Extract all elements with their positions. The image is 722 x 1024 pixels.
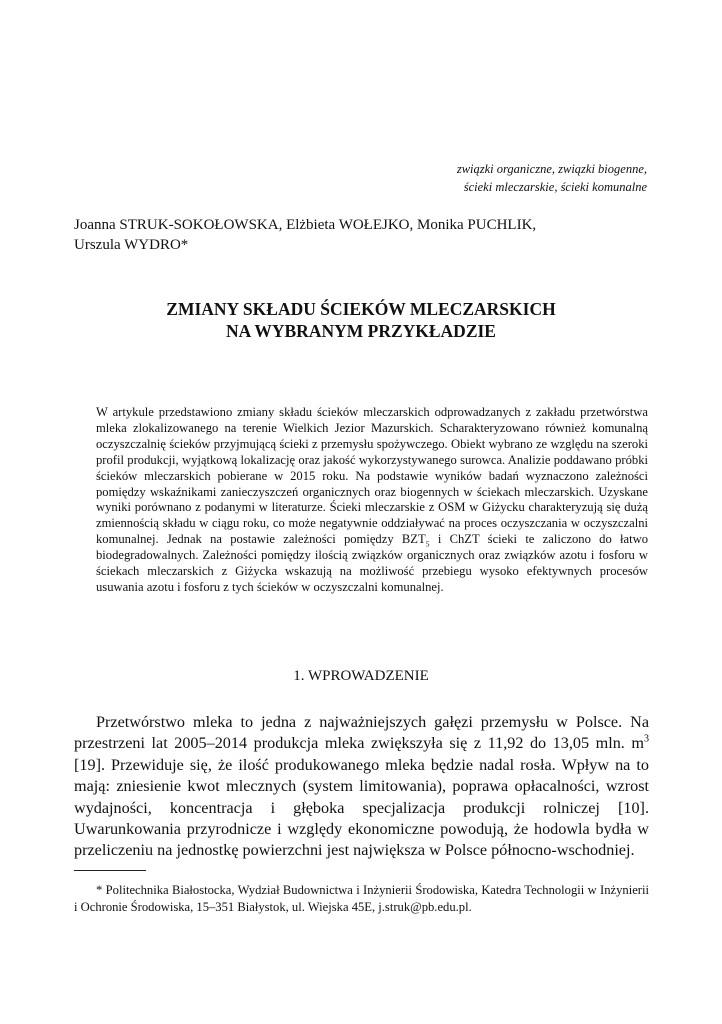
footnote-divider <box>74 870 146 871</box>
authors-line-1: Joanna STRUK-SOKOŁOWSKA, Elżbieta WOŁEJKO, Monika PUCHLIK, <box>74 217 537 233</box>
footnote: * Politechnika Białostocka, Wydział Budownictwa i Inżynierii Środowiska, Katedra Technologii w Inżynierii i Ochronie Środowiska, 15–351 Białystok, ul. Wiejska 45E, j.struk@pb.edu.pl. <box>74 883 649 914</box>
authors <box>74 215 536 255</box>
body-paragraph <box>74 712 649 862</box>
title-line-2: NA WYBRANYM PRZYKŁADZIE <box>226 321 496 341</box>
abstract-text-1: W artykule przedstawiono zmiany składu ścieków mleczarskich odprowadzanych z zakładu przetwórstwa mleka zlokalizowanego na terenie Wielkich Jezior Mazurskich. Scharakteryzowano również komunalną oczyszczalnię ścieków przyjmującą ścieki z przemysłu spożywczego. Obiekt wybrano ze względu na szeroki profil produkcji, wyjątkową lokalizację oraz jakość wykorzystywanego surowca. Analizie poddawano próbki ścieków mleczarskich pobierane w 2015 roku. Na podstawie wyników badań wyznaczono zależności pomiędzy wskaźnikami zanieczyszczeń organicznych oraz biogennych w ściekach mleczarskich. Uzyskane wyniki porównano z podanymi w literaturze. Ścieki mleczarskie z OSM w Giżycku charakteryzują się dużą zmiennością składu w ciągu roku, co może negatywnie oddziaływać na proces oczyszczania w oczyszczalni komunalnej. Jednak na postawie zależności pomiędzy BZT <box>96 405 648 547</box>
paper-title <box>0 298 722 342</box>
abstract-subscript: 5 <box>425 539 430 549</box>
keywords-line-1: związki organiczne, związki biogenne, <box>456 162 647 176</box>
body-text-2: [19]. Przewiduje się, że ilość produkowanego mleka będzie nadal rosła. Wpływ na to mają: zniesienie kwot mlecznych (system limitowania), poprawa opłacalności, wzrost wydajności, koncentracja i głęboka specjalizacja produkcji rolniczej [10]. Uwarunkowania przyrodnicze i względy ekonomiczne powodują, że hodowla bydła w przeliczeniu na jednostkę powierzchni jest największa w Polsce północno-wschodniej. <box>74 755 649 860</box>
keywords <box>457 160 647 196</box>
title-line-1: ZMIANY SKŁADU ŚCIEKÓW MLECZARSKICH <box>166 299 556 319</box>
section-heading: 1. WPROWADZENIE <box>293 668 429 684</box>
body-superscript: 3 <box>643 734 649 746</box>
abstract-text-2: i ChZT ścieki te zaliczono do łatwo biodegradowalnych. Zależności pomiędzy ilością związków organicznych oraz związków azotu i fosforu w ściekach mleczarskich z Giżycka wskazują na możliwość przebiegu wysoko efektywnych procesów usuwania azotu i fosforu z tych ścieków w oczyszczalni komunalnej. <box>96 532 648 594</box>
authors-line-2: Urszula WYDRO* <box>74 237 189 253</box>
body-text-1: Przetwórstwo mleka to jedna z najważniejszych gałęzi przemysłu w Polsce. Na przestrzeni lat 2005–2014 produkcja mleka zwiększyła się z 11,92 do 13,05 mln. m <box>74 713 649 753</box>
abstract <box>96 405 648 596</box>
keywords-line-2: ścieki mleczarskie, ścieki komunalne <box>463 180 647 194</box>
